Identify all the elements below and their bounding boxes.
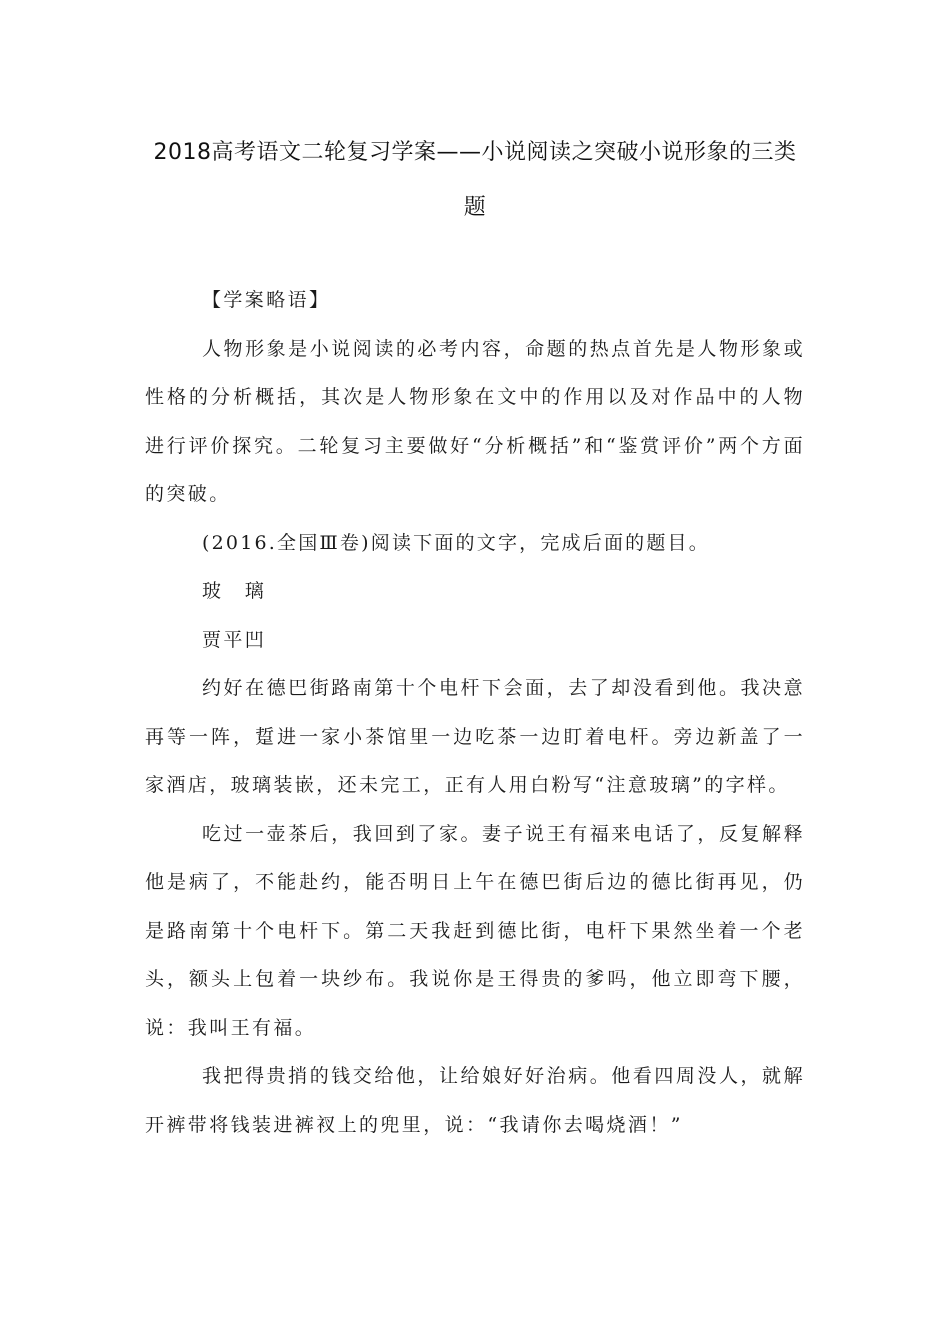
question-source: (2016.全国Ⅲ卷)阅读下面的文字，完成后面的题目。 [202,531,710,554]
section-heading: 【学案略语】 [202,289,331,311]
intro-paragraph: 人物形象是小说阅读的必考内容，命题的热点首先是人物形象或性格的分析概括，其次是人物形象在文中的作用以及对作品中的人物进行评价探究。二轮复习主要做好“分析概括”和“鉴赏评价”两个方面的突破。 [145,337,805,505]
title-line-1: 2018高考语文二轮复习学案——小说阅读之突破小说形象的三类 [153,140,797,165]
document-title [140,125,810,235]
story-title: 玻 璃 [202,580,267,602]
story-paragraph: 吃过一壶茶后，我回到了家。妻子说王有福来电话了，反复解释他是病了，不能赴约，能否明日上午在德巴街后边的德比街再见，仍是路南第十个电杆下。第二天我赶到德比街，电杆下果然坐着一个老头，额头上包着一块纱布。我说你是王得贵的爹吗，他立即弯下腰，说：我叫王有福。 [145,822,805,1039]
document-body [145,276,805,1149]
story-paragraph: 我把得贵捎的钱交给他，让给娘好好治病。他看四周没人，就解开裤带将钱装进裤衩上的兜里，说：“我请你去喝烧酒！” [145,1065,805,1136]
title-line-2: 题 [463,195,487,220]
story-paragraph: 约好在德巴街路南第十个电杆下会面，去了却没看到他。我决意再等一阵，踅进一家小茶馆里一边吃茶一边盯着电杆。旁边新盖了一家酒店，玻璃装嵌，还未完工，正有人用白粉写“注意玻璃”的字样。 [145,677,805,796]
story-author: 贾平凹 [202,628,267,651]
